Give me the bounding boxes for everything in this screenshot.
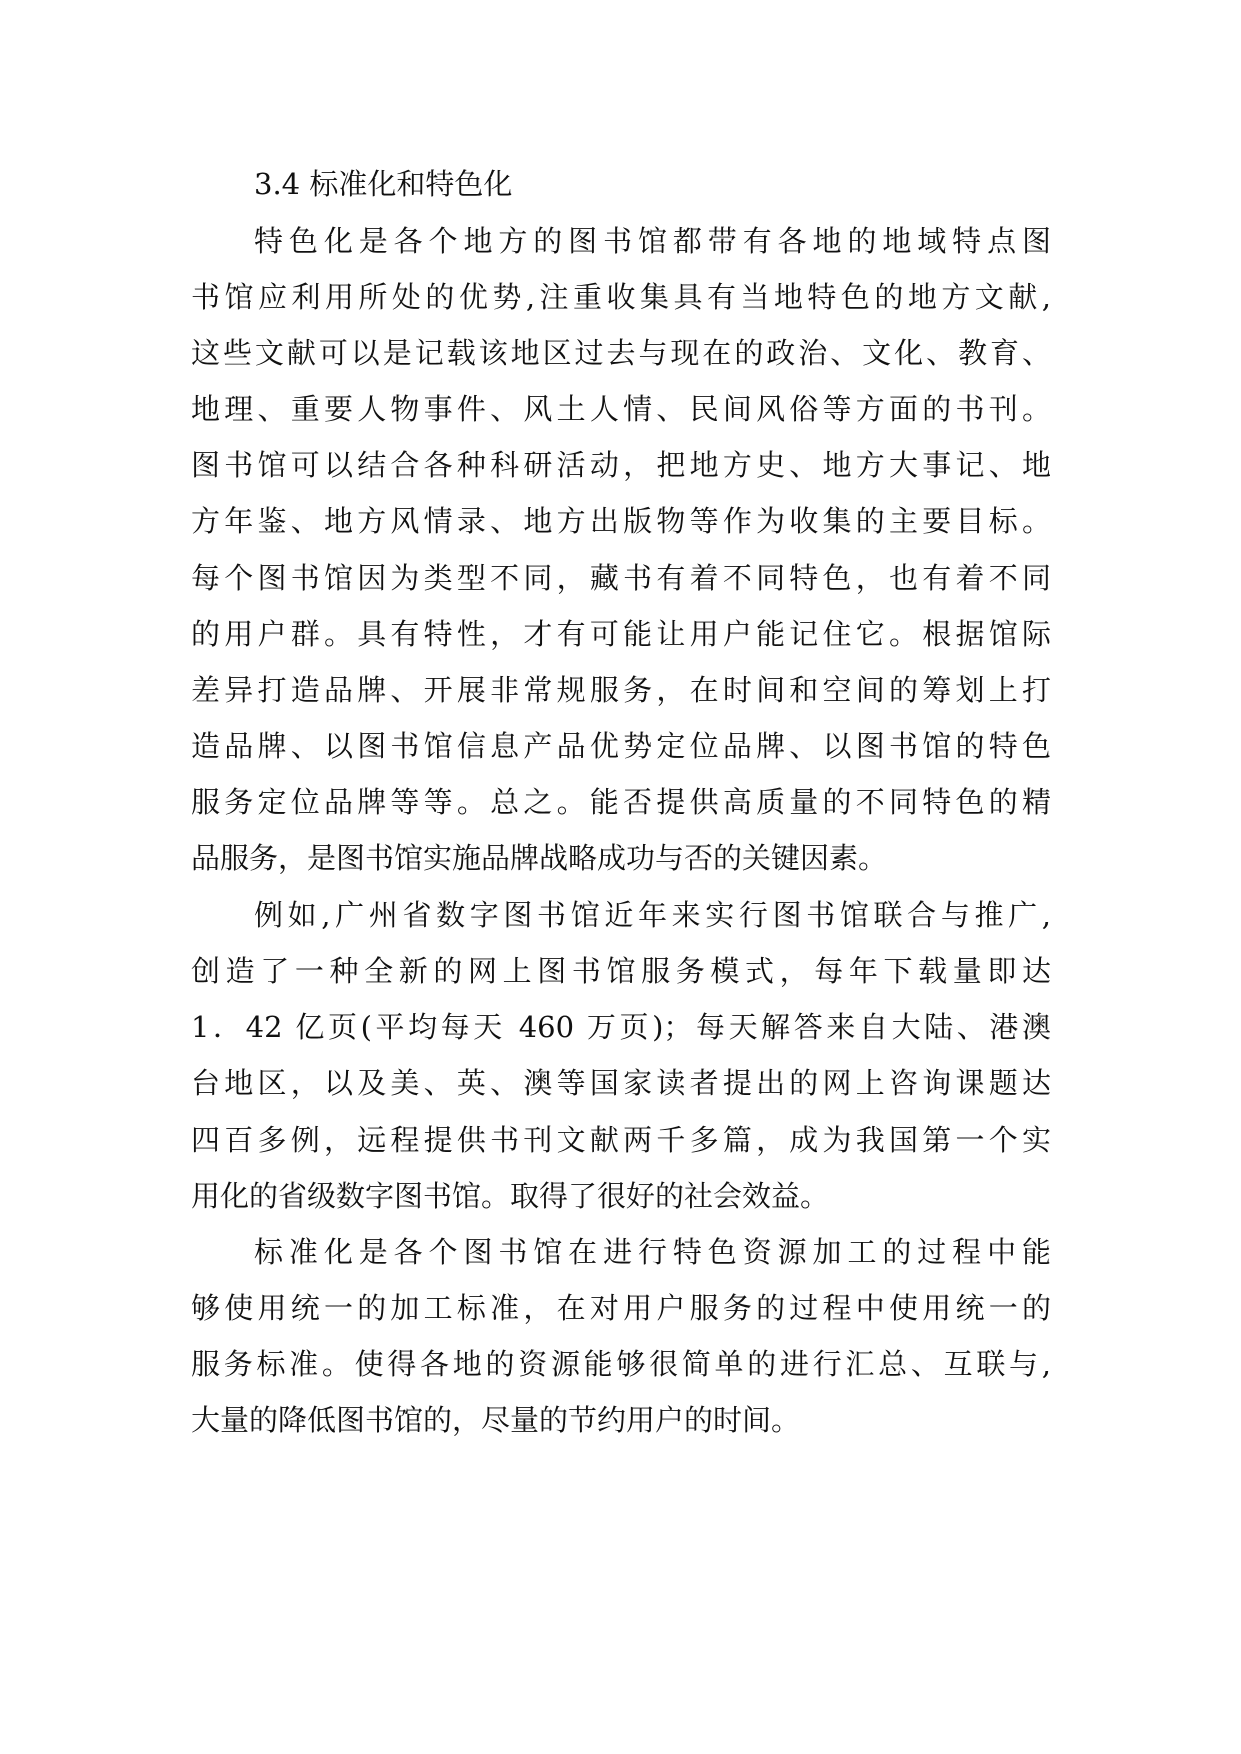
paragraph-line: 1．42 亿页(平均每天 460 万页)；每天解答来自大陆、港澳 <box>191 1010 1051 1044</box>
paragraph-line: 图书馆可以结合各种科研活动，把地方史、地方大事记、地 <box>191 448 1051 482</box>
paragraph-line: 够使用统一的加工标准，在对用户服务的过程中使用统一的 <box>191 1291 1051 1325</box>
paragraph-line: 方年鉴、地方风情录、地方出版物等作为收集的主要目标。 <box>191 504 1051 538</box>
paragraph-line: 地理、重要人物事件、风土人情、民间风俗等方面的书刊。 <box>191 392 1051 426</box>
paragraph-line: 特色化是各个地方的图书馆都带有各地的地域特点图 <box>254 224 1051 258</box>
paragraph-line: 用化的省级数字图书馆。取得了很好的社会效益。 <box>191 1179 830 1213</box>
section-heading: 3.4 标准化和特色化 <box>254 167 513 201</box>
paragraph-line: 大量的降低图书馆的，尽量的节约用户的时间。 <box>191 1403 801 1437</box>
paragraph-line: 台地区，以及美、英、澳等国家读者提出的网上咨询课题达 <box>191 1066 1051 1100</box>
paragraph-line: 每个图书馆因为类型不同，藏书有着不同特色，也有着不同 <box>191 561 1051 595</box>
paragraph-line: 四百多例，远程提供书刊文献两千多篇，成为我国第一个实 <box>191 1123 1051 1157</box>
paragraph-line: 造品牌、以图书馆信息产品优势定位品牌、以图书馆的特色 <box>191 729 1051 763</box>
paragraph-line: 服务标准。使得各地的资源能够很简单的进行汇总、互联与, <box>191 1347 1051 1381</box>
paragraph-line: 品服务，是图书馆实施品牌战略成功与否的关键因素。 <box>191 841 888 875</box>
paragraph-line: 这些文献可以是记载该地区过去与现在的政治、文化、教育、 <box>191 336 1051 370</box>
paragraph-line: 服务定位品牌等等。总之。能否提供高质量的不同特色的精 <box>191 785 1051 819</box>
paragraph-line: 书馆应利用所处的优势,注重收集具有当地特色的地方文献, <box>191 280 1051 314</box>
paragraph-line: 创造了一种全新的网上图书馆服务模式，每年下载量即达 <box>191 954 1051 988</box>
paragraph-line: 例如,广州省数字图书馆近年来实行图书馆联合与推广, <box>254 898 1051 932</box>
paragraph-line: 标准化是各个图书馆在进行特色资源加工的过程中能 <box>254 1235 1051 1269</box>
paragraph-line: 的用户群。具有特性，才有可能让用户能记住它。根据馆际 <box>191 617 1051 651</box>
paragraph-line: 差异打造品牌、开展非常规服务，在时间和空间的筹划上打 <box>191 673 1051 707</box>
